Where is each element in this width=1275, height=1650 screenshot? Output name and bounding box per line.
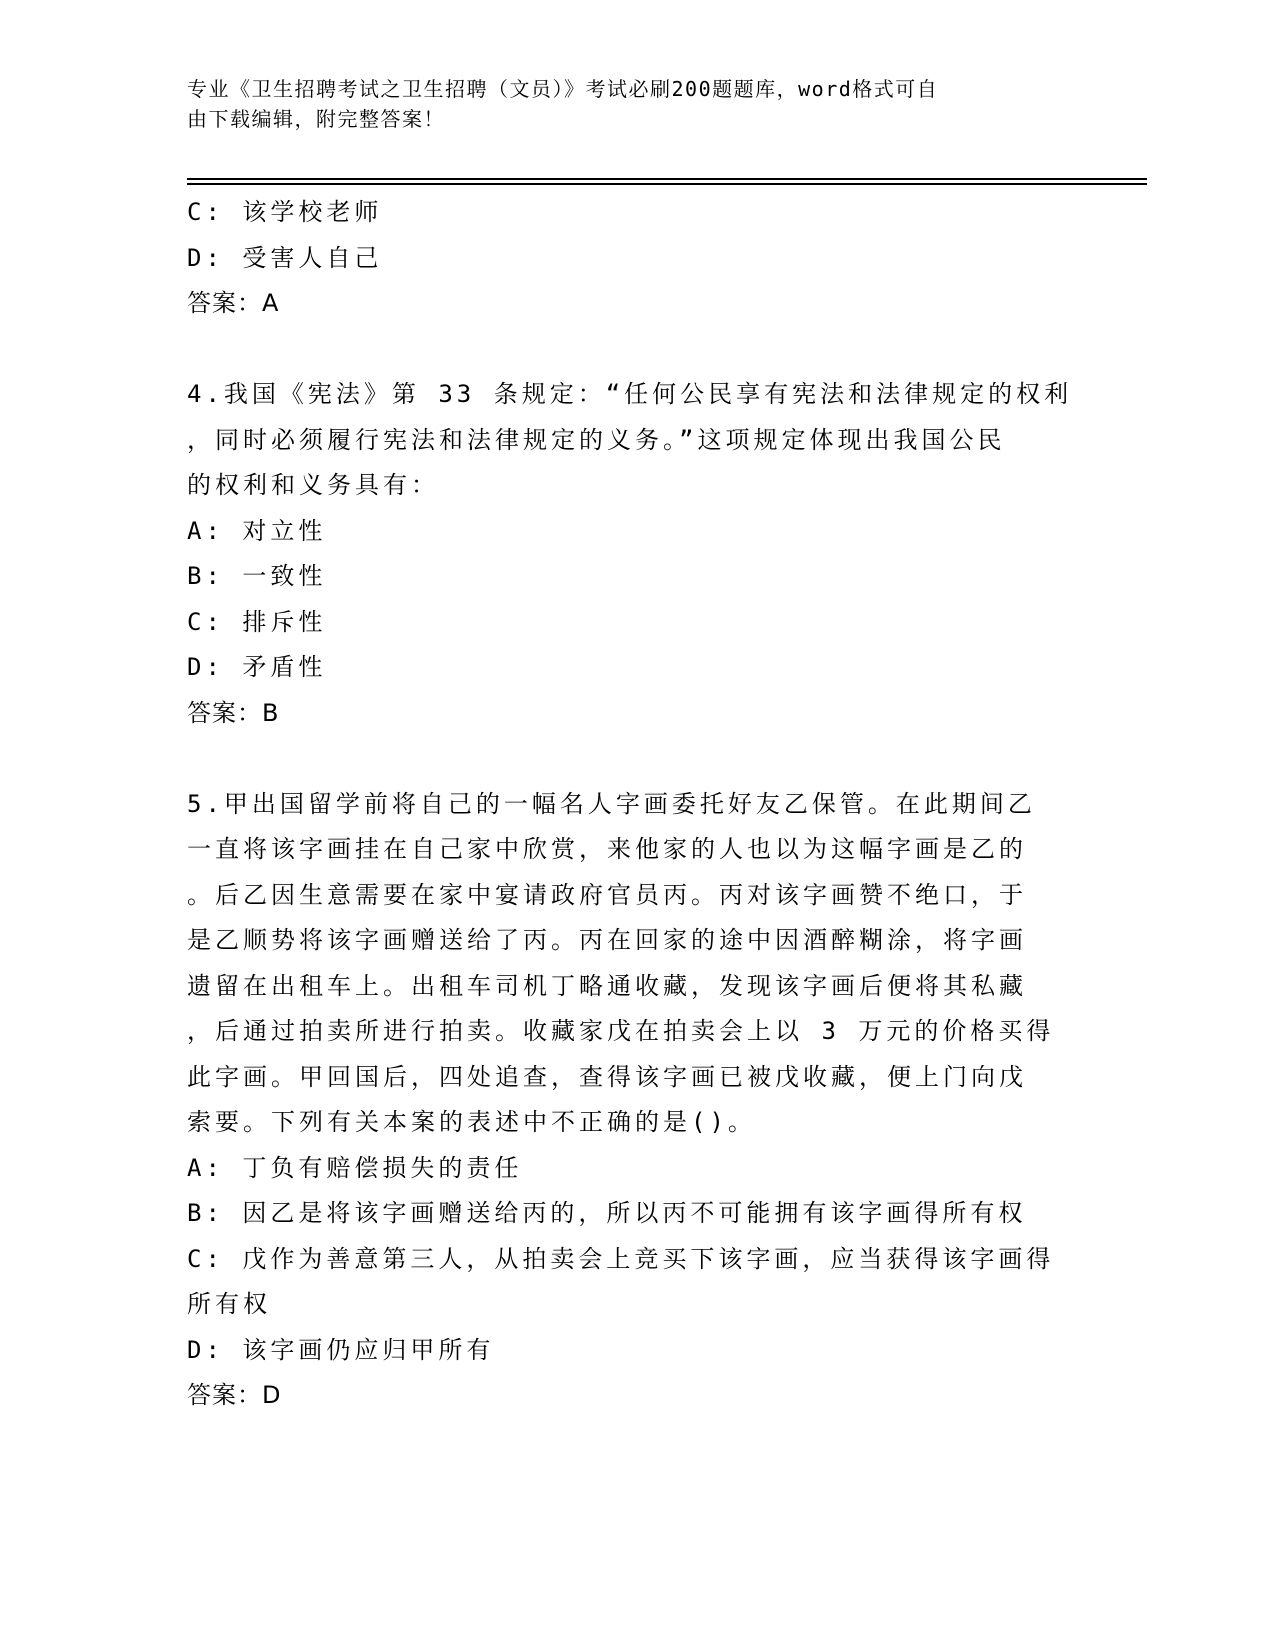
header-line-2: 由下载编辑，附完整答案！ — [187, 107, 445, 131]
question-4-stem-line-2: ，同时必须履行宪法和法律规定的义务。”这项规定体现出我国公民 — [187, 425, 1006, 454]
question-5-option-b: B: 因乙是将该字画赠送给丙的，所以丙不可能拥有该字画得所有权 — [187, 1199, 1027, 1227]
question-5-option-a: A: 丁负有赔偿损失的责任 — [187, 1153, 523, 1182]
spacer — [187, 736, 1087, 782]
question-5-option-c-line-1: C: 戊作为善意第三人，从拍卖会上竞买下该字画，应当获得该字画得 — [187, 1244, 1055, 1273]
question-5-stem-line-3: 。后乙因生意需要在家中宴请政府官员丙。丙对该字画赞不绝口，于 — [187, 880, 1027, 909]
question-4-stem-line-3: 的权利和义务具有： — [187, 471, 439, 499]
question-5-option-c-line-2: 所有权 — [187, 1290, 271, 1318]
question-4-answer: 答案：B — [187, 698, 280, 727]
question-5-stem-line-4: 是乙顺势将该字画赠送给了丙。丙在回家的途中因酒醉糊涂，将字画 — [187, 926, 1027, 954]
question-4-option-d: D: 矛盾性 — [187, 653, 327, 681]
question-4-stem-line-1: 4.我国《宪法》第 33 条规定：“任何公民享有宪法和法律规定的权利 — [187, 380, 1073, 408]
spacer — [187, 327, 1087, 373]
header-divider-top — [187, 178, 1147, 180]
question-4 — [187, 372, 1087, 736]
document-header — [187, 74, 1077, 134]
question-5-stem-line-8: 索要。下列有关本案的表述中不正确的是()。 — [187, 1108, 756, 1136]
question-4-option-b: B: 一致性 — [187, 562, 327, 590]
question-3-tail — [187, 190, 1087, 327]
header-divider-bottom — [187, 183, 1147, 185]
header-line-1: 专业《卫生招聘考试之卫生招聘（文员）》考试必刷200题题库，word格式可自 — [187, 77, 939, 101]
question-5-stem-line-2: 一直将该字画挂在自己家中欣赏，来他家的人也以为这幅字画是乙的 — [187, 835, 1027, 863]
question-5-stem-line-1: 5.甲出国留学前将自己的一幅名人字画委托好友乙保管。在此期间乙 — [187, 789, 1036, 818]
question-5-option-d: D: 该字画仍应归甲所有 — [187, 1335, 495, 1364]
question-4-option-a: A: 对立性 — [187, 516, 327, 545]
document-body — [187, 190, 1087, 1419]
question-5 — [187, 782, 1087, 1419]
question-3-option-c: C: 该学校老师 — [187, 198, 383, 226]
question-3-answer: 答案：A — [187, 289, 280, 317]
question-5-stem-line-6: ，后通过拍卖所进行拍卖。收藏家戊在拍卖会上以 3 万元的价格买得 — [187, 1017, 1055, 1045]
question-5-answer: 答案：D — [187, 1381, 282, 1409]
question-4-option-c: C: 排斥性 — [187, 607, 327, 636]
question-5-stem-line-5: 遗留在出租车上。出租车司机丁略通收藏，发现该字画后便将其私藏 — [187, 971, 1027, 1000]
question-5-stem-line-7: 此字画。甲回国后，四处追查，查得该字画已被戊收藏，便上门向戊 — [187, 1062, 1027, 1091]
question-3-option-d: D: 受害人自己 — [187, 243, 383, 272]
